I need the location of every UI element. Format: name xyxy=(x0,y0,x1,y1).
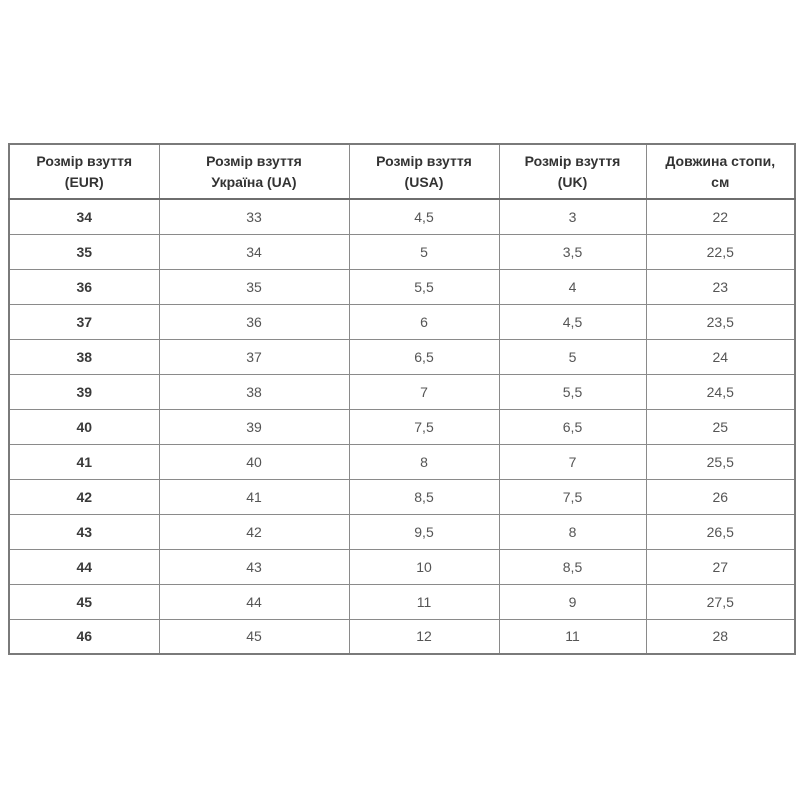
cell-usa: 6,5 xyxy=(349,339,499,374)
cell-ua: 45 xyxy=(159,619,349,654)
cell-eur: 45 xyxy=(9,584,159,619)
cell-ua: 33 xyxy=(159,199,349,234)
cell-ua: 43 xyxy=(159,549,349,584)
header-line: Довжина стопи, xyxy=(665,153,776,170)
cell-usa: 10 xyxy=(349,549,499,584)
table-row xyxy=(9,374,795,409)
cell-foot-length: 27,5 xyxy=(646,584,795,619)
cell-foot-length: 22,5 xyxy=(646,234,795,269)
cell-eur: 46 xyxy=(9,619,159,654)
cell-foot-length: 23,5 xyxy=(646,304,795,339)
cell-eur: 40 xyxy=(9,409,159,444)
column-header-ua xyxy=(159,144,349,199)
cell-foot-length: 26,5 xyxy=(646,514,795,549)
table-row xyxy=(9,549,795,584)
cell-ua: 40 xyxy=(159,444,349,479)
cell-uk: 8 xyxy=(499,514,646,549)
cell-uk: 7 xyxy=(499,444,646,479)
cell-ua: 36 xyxy=(159,304,349,339)
cell-uk: 11 xyxy=(499,619,646,654)
header-line: (UK) xyxy=(557,173,588,190)
cell-eur: 44 xyxy=(9,549,159,584)
table-row xyxy=(9,339,795,374)
cell-uk: 6,5 xyxy=(499,409,646,444)
cell-eur: 41 xyxy=(9,444,159,479)
header-line: Розмір взуття xyxy=(206,153,302,170)
cell-uk: 7,5 xyxy=(499,479,646,514)
header-line: Розмір взуття xyxy=(524,153,621,170)
cell-eur: 43 xyxy=(9,514,159,549)
cell-uk: 5,5 xyxy=(499,374,646,409)
cell-foot-length: 26 xyxy=(646,479,795,514)
table-row xyxy=(9,479,795,514)
table-row xyxy=(9,269,795,304)
header-line: (EUR) xyxy=(64,173,104,190)
cell-foot-length: 25 xyxy=(646,409,795,444)
cell-foot-length: 28 xyxy=(646,619,795,654)
cell-usa: 11 xyxy=(349,584,499,619)
cell-usa: 5 xyxy=(349,234,499,269)
cell-ua: 39 xyxy=(159,409,349,444)
cell-usa: 7 xyxy=(349,374,499,409)
table-row xyxy=(9,304,795,339)
header-line: Розмір взуття xyxy=(376,153,472,170)
table-row xyxy=(9,584,795,619)
table-row xyxy=(9,409,795,444)
cell-ua: 34 xyxy=(159,234,349,269)
table-header xyxy=(9,144,795,199)
cell-usa: 5,5 xyxy=(349,269,499,304)
cell-uk: 3,5 xyxy=(499,234,646,269)
cell-eur: 36 xyxy=(9,269,159,304)
cell-eur: 38 xyxy=(9,339,159,374)
table-body xyxy=(9,199,795,654)
header-line: Україна (UA) xyxy=(211,173,297,190)
cell-foot-length: 23 xyxy=(646,269,795,304)
table-row xyxy=(9,234,795,269)
cell-usa: 12 xyxy=(349,619,499,654)
cell-usa: 4,5 xyxy=(349,199,499,234)
table-row xyxy=(9,199,795,234)
header-row xyxy=(9,144,795,199)
cell-ua: 37 xyxy=(159,339,349,374)
header-line: см xyxy=(711,173,730,190)
table-row xyxy=(9,444,795,479)
cell-usa: 7,5 xyxy=(349,409,499,444)
table-row xyxy=(9,619,795,654)
cell-uk: 8,5 xyxy=(499,549,646,584)
column-header-uk xyxy=(499,144,646,199)
cell-usa: 8,5 xyxy=(349,479,499,514)
cell-foot-length: 25,5 xyxy=(646,444,795,479)
cell-foot-length: 27 xyxy=(646,549,795,584)
cell-foot-length: 24,5 xyxy=(646,374,795,409)
cell-ua: 35 xyxy=(159,269,349,304)
cell-eur: 34 xyxy=(9,199,159,234)
cell-eur: 42 xyxy=(9,479,159,514)
cell-usa: 6 xyxy=(349,304,499,339)
cell-ua: 41 xyxy=(159,479,349,514)
cell-eur: 35 xyxy=(9,234,159,269)
cell-uk: 4,5 xyxy=(499,304,646,339)
cell-ua: 38 xyxy=(159,374,349,409)
cell-foot-length: 24 xyxy=(646,339,795,374)
cell-usa: 9,5 xyxy=(349,514,499,549)
cell-uk: 3 xyxy=(499,199,646,234)
cell-ua: 44 xyxy=(159,584,349,619)
header-line: (USA) xyxy=(404,173,444,190)
shoe-size-conversion-table xyxy=(8,143,796,655)
cell-foot-length: 22 xyxy=(646,199,795,234)
cell-usa: 8 xyxy=(349,444,499,479)
cell-eur: 39 xyxy=(9,374,159,409)
cell-uk: 9 xyxy=(499,584,646,619)
cell-uk: 4 xyxy=(499,269,646,304)
header-line: Розмір взуття xyxy=(36,153,133,170)
table-row xyxy=(9,514,795,549)
column-header-eur xyxy=(9,144,159,199)
column-header-usa xyxy=(349,144,499,199)
cell-eur: 37 xyxy=(9,304,159,339)
cell-uk: 5 xyxy=(499,339,646,374)
cell-ua: 42 xyxy=(159,514,349,549)
column-header-foot-length xyxy=(646,144,795,199)
